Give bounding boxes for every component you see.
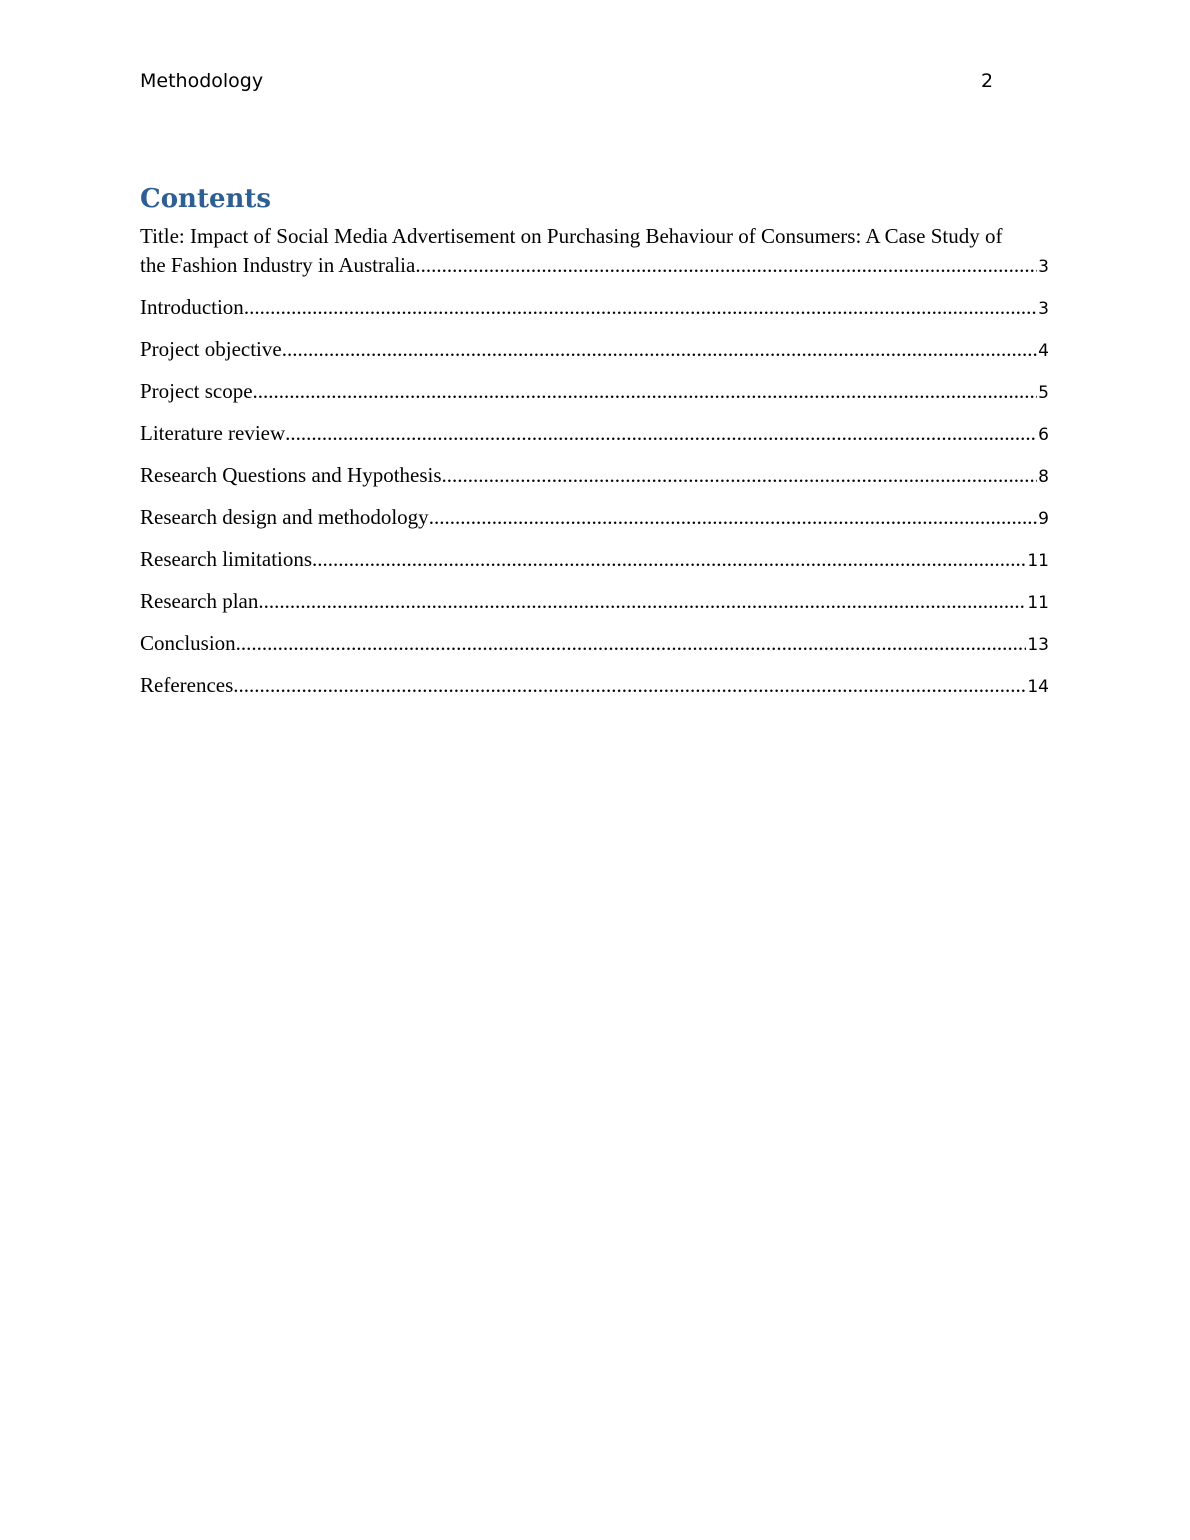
toc-leader-dots xyxy=(415,251,1037,280)
toc-entry-page: 13 xyxy=(1027,635,1049,655)
toc-entry-research-limitations[interactable] xyxy=(140,545,1049,576)
toc-leader-dots xyxy=(312,545,1026,574)
running-header-title: Methodology xyxy=(140,70,264,92)
toc-entry-label: Research plan xyxy=(140,589,259,613)
toc-entry-label: Literature review xyxy=(140,421,286,445)
toc-entry-label: Research limitations xyxy=(140,547,313,571)
toc-leader-dots xyxy=(282,335,1037,364)
toc-entry-label-line2: the Fashion Industry in Australia xyxy=(140,253,416,277)
toc-heading: Contents xyxy=(140,184,272,214)
toc-entry-research-plan[interactable] xyxy=(140,587,1049,618)
toc-leader-dots xyxy=(429,503,1037,532)
toc-leader-dots xyxy=(442,461,1038,490)
toc-entry-project-objective[interactable] xyxy=(140,335,1049,366)
toc-entry-page: 5 xyxy=(1038,383,1049,403)
toc-entry-page: 11 xyxy=(1027,551,1049,571)
toc-entry-page: 11 xyxy=(1027,593,1049,613)
toc-entry-page: 3 xyxy=(1038,299,1049,319)
toc-entry-project-scope[interactable] xyxy=(140,377,1049,408)
toc-entry-page: 8 xyxy=(1038,467,1049,487)
toc-leader-dots xyxy=(244,293,1037,322)
toc-entry-literature-review[interactable] xyxy=(140,419,1049,450)
toc-entry-label: Conclusion xyxy=(140,631,236,655)
toc-leader-dots xyxy=(253,377,1038,406)
toc-entry-label-line1: Title: Impact of Social Media Advertisement on Purchasing Behaviour of Consumers: A Case Study of xyxy=(140,224,1003,248)
toc-entry-title[interactable] xyxy=(140,222,1049,282)
toc-entry-research-questions[interactable] xyxy=(140,461,1049,492)
toc-entry-label: References xyxy=(140,673,234,697)
toc-entry-conclusion[interactable] xyxy=(140,629,1049,660)
toc-entry-page: 6 xyxy=(1038,425,1049,445)
toc-entry-page: 4 xyxy=(1038,341,1049,361)
toc-leader-dots xyxy=(285,419,1037,448)
toc-entry-references[interactable] xyxy=(140,671,1049,702)
toc-entry-label: Research design and methodology xyxy=(140,505,429,529)
toc-entry-page: 3 xyxy=(1038,257,1049,277)
page-number: 2 xyxy=(981,70,994,92)
toc-leader-dots xyxy=(236,629,1027,658)
toc-entry-label: Research Questions and Hypothesis xyxy=(140,463,442,487)
toc-entry-page: 9 xyxy=(1038,509,1049,529)
toc-entry-page: 14 xyxy=(1027,677,1049,697)
toc-entry-label: Introduction xyxy=(140,295,244,319)
table-of-contents xyxy=(140,222,1049,713)
toc-entry-research-design[interactable] xyxy=(140,503,1049,534)
toc-entry-label: Project scope xyxy=(140,379,253,403)
toc-leader-dots xyxy=(258,587,1026,616)
toc-entry-introduction[interactable] xyxy=(140,293,1049,324)
toc-leader-dots xyxy=(233,671,1026,700)
toc-entry-label: Project objective xyxy=(140,337,282,361)
